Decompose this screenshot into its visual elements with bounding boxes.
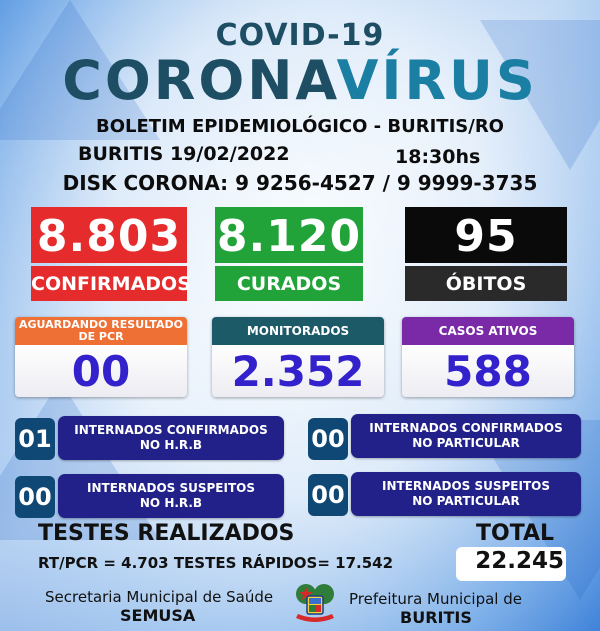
pending-pcr-value: 00 [15,345,187,397]
hospitalized-suspected-private-label [351,472,581,516]
coronavirus-title [0,50,600,112]
label-line2: NO PARTICULAR [412,436,520,450]
pending-pcr-header [15,317,187,345]
bulletin-subtitle: BOLETIM EPIDEMIOLÓGICO - BURITIS/RO [96,116,504,137]
hospitalized-confirmed-hrb-label [58,416,284,460]
monitored-header [212,317,384,345]
hospitalized-confirmed-private-label [351,414,581,458]
pending-pcr-label-line2: DE PCR [78,330,124,343]
active-cases-header [402,317,574,345]
hospitalized-confirmed-hrb-value: 01 [15,418,55,460]
cured-label: CURADOS [215,266,363,301]
confirmed-card [31,207,191,303]
pending-pcr-card [15,317,187,397]
deaths-label: ÓBITOS [405,266,567,301]
health-secretariat-label: Secretaria Municipal de Saúde [45,588,274,606]
hospitalized-confirmed-private-value: 00 [308,418,348,460]
tests-total-value: 22.245 [475,548,564,574]
active-cases-label: CASOS ATIVOS [438,324,538,338]
label-line1: INTERNADOS SUSPEITOS [382,479,550,493]
confirmed-label: CONFIRMADOS [31,266,187,301]
municipal-crest-icon [292,580,338,626]
active-cases-value: 588 [402,345,574,397]
monitored-label: MONITORADOS [246,324,350,338]
buritis-label: BURITIS [400,608,472,627]
hospitalized-suspected-hrb-label [58,474,284,518]
label-line2: NO H.R.B [139,438,203,452]
label-line1: INTERNADOS CONFIRMADOS [369,421,563,435]
city-hall-label: Prefeitura Municipal de [349,590,522,608]
confirmed-value: 8.803 [31,207,187,263]
label-line1: INTERNADOS CONFIRMADOS [74,423,268,437]
disk-corona-phones: DISK CORONA: 9 9256-4527 / 9 9999-3735 [62,171,538,195]
cured-value: 8.120 [215,207,363,263]
deaths-card [405,207,567,303]
monitored-card [212,317,384,397]
tests-total-label: TOTAL [476,521,555,546]
hospitalized-suspected-private-value: 00 [308,474,348,516]
coronavirus-title-part1: CORONA [62,49,337,112]
deaths-value: 95 [405,207,567,263]
label-line1: INTERNADOS SUSPEITOS [87,481,255,495]
tests-title: TESTES REALIZADOS [38,521,295,546]
bulletin-date: BURITIS 19/02/2022 [78,143,290,165]
hospitalized-suspected-hrb-value: 00 [15,476,55,518]
tests-breakdown: RT/PCR = 4.703 TESTES RÁPIDOS= 17.542 [38,554,394,572]
cured-card [215,207,363,303]
coronavirus-title-part2: VÍRUS [336,49,538,112]
monitored-value: 2.352 [212,345,384,397]
active-cases-card [402,317,574,397]
covid-title: COVID-19 [215,18,385,53]
label-line2: NO PARTICULAR [412,494,520,508]
bulletin-time: 18:30hs [395,146,481,168]
pending-pcr-label-line1: AGUARDANDO RESULTADO [19,318,183,331]
label-line2: NO H.R.B [139,496,203,510]
semusa-label: SEMUSA [120,606,196,625]
